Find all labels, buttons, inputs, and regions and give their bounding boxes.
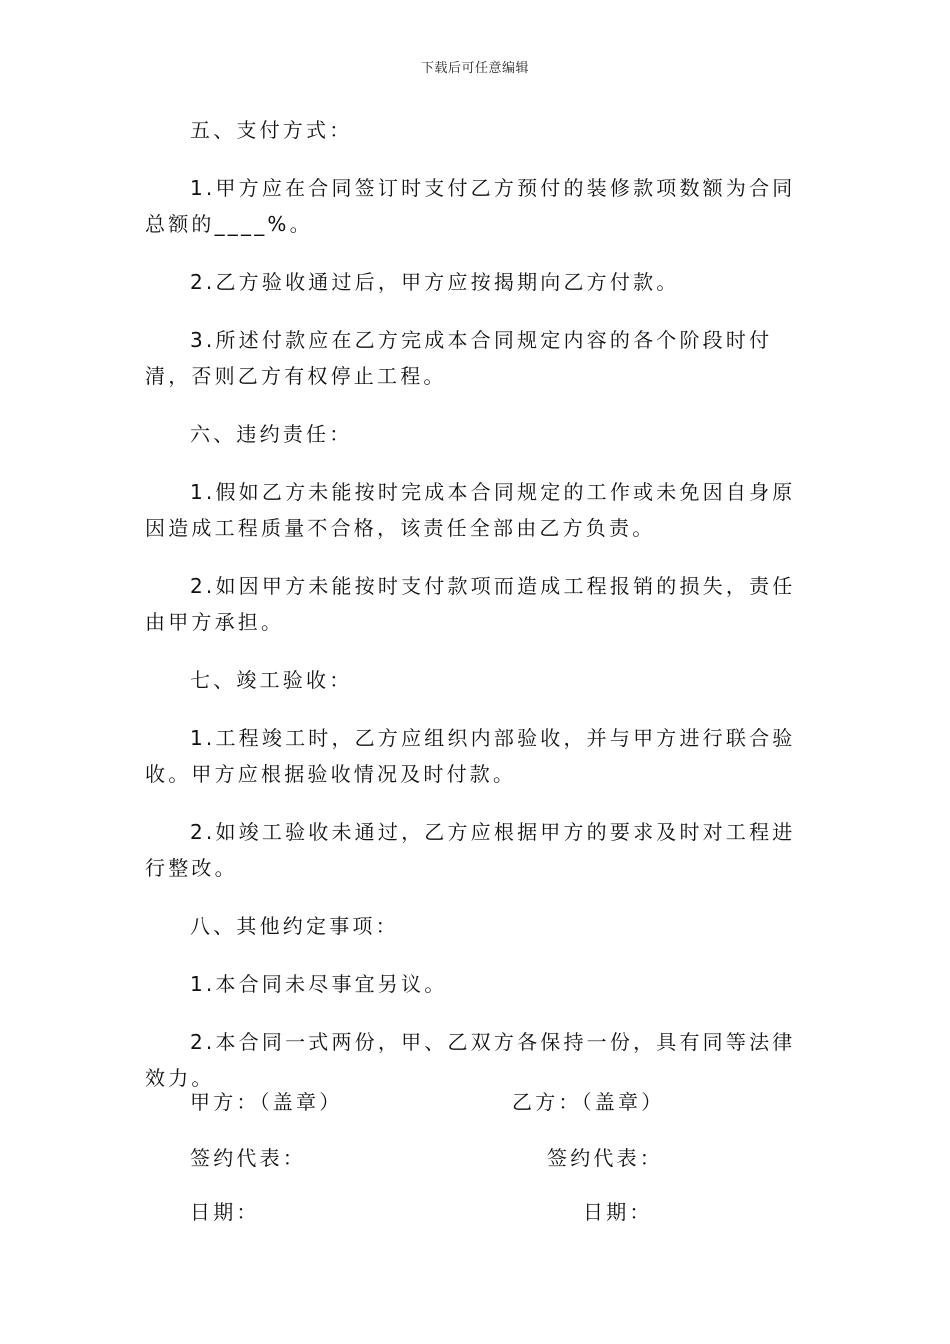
clause-payment-3: 3.所述付款应在乙方完成本合同规定内容的各个阶段时付清，否则乙方有权停止工程。 — [145, 328, 773, 388]
clause-liability-1: 1.假如乙方未能按时完成本合同规定的工作或未免因自身原因造成工程质量不合格，该责任全部由乙方负责。 — [145, 480, 796, 540]
clause-other-2: 2.本合同一式两份，甲、乙双方各保持一份，具有同等法律效力。 — [145, 1030, 796, 1090]
signature-row-rep — [0, 1142, 950, 1172]
signature-row-party — [0, 1086, 950, 1116]
party-a-date-label: 日期： — [190, 1200, 260, 1224]
party-b-rep-label: 签约代表： — [547, 1146, 663, 1170]
page-header: 下载后可任意编辑 — [420, 61, 529, 76]
contract-body — [145, 112, 805, 1118]
party-a-seal-label: 甲方：（盖章） — [190, 1090, 343, 1114]
section-heading-liability: 六、违约责任： — [190, 422, 353, 446]
party-a-rep-label: 签约代表： — [190, 1146, 306, 1170]
section-heading-other: 八、其他约定事项： — [190, 914, 399, 938]
clause-payment-2: 2.乙方验收通过后，甲方应按揭期向乙方付款。 — [190, 270, 680, 294]
section-heading-payment: 五、支付方式： — [190, 118, 353, 142]
clause-payment-1: 1.甲方应在合同签订时支付乙方预付的装修款项数额为合同总额的____%。 — [145, 176, 796, 236]
clause-acceptance-1: 1.工程竣工时，乙方应组织内部验收，并与甲方进行联合验收。甲方应根据验收情况及时付款。 — [145, 726, 796, 786]
section-heading-acceptance: 七、竣工验收： — [190, 668, 353, 692]
party-b-date-label: 日期： — [583, 1200, 653, 1224]
signature-row-date — [0, 1196, 950, 1226]
party-b-seal-label: 乙方：（盖章） — [512, 1090, 665, 1114]
clause-other-1: 1.本合同未尽事宜另议。 — [190, 972, 448, 996]
clause-liability-2: 2.如因甲方未能按时支付款项而造成工程报销的损失，责任由甲方承担。 — [145, 574, 796, 634]
clause-acceptance-2: 2.如竣工验收未通过，乙方应根据甲方的要求及时对工程进行整改。 — [145, 820, 796, 880]
